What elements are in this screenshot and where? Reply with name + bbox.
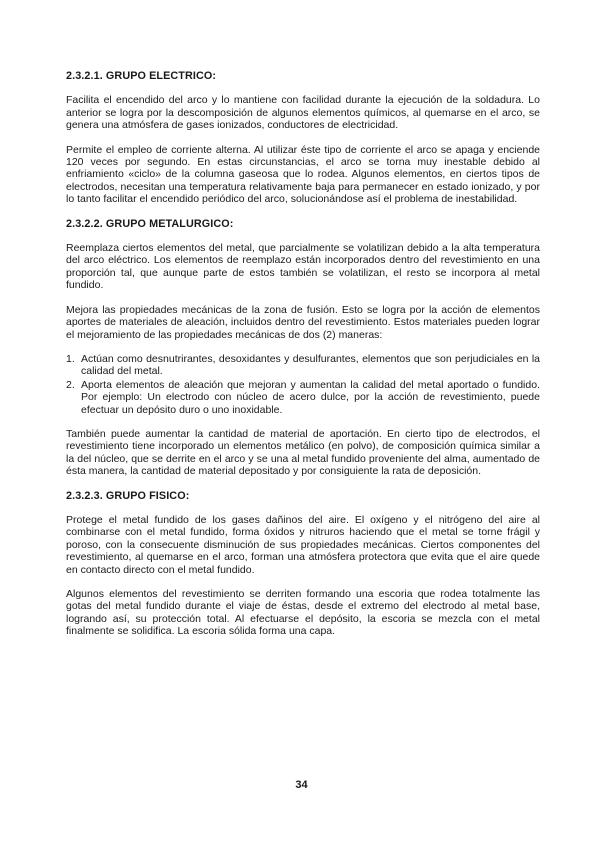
paragraph: Facilita el encendido del arco y lo mantiene con facilidad durante la ejecución de la soldadura. Lo anterior se logra por la descomposición de algunos elementos químicos, al quemarse en el arco, se genera una atmósfera de gases ionizados, conductores de electricidad.	[66, 94, 540, 132]
numbered-list	[66, 353, 540, 416]
list-item-number: 2.	[66, 378, 75, 391]
list-item-text: Aporta elementos de aleación que mejoran y aumentan la calidad del metal aportado o fundido. Por ejemplo: Un electrodo con núcleo de acero dulce, por la acción de revestimiento, puede efectuar un depósito duro o uno inoxidable.	[81, 378, 540, 416]
paragraph: También puede aumentar la cantidad de material de aportación. En cierto tipo de electrodos, el revestimiento tiene incorporado un elementos metálico (en polvo), de composición química similar a la del núcleo, que se derrite en el arco y se una al metal fundido proveniente del alma, aumentado de ésta manera, la cantidad de material depositado y por consiguiente la rata de deposición.	[66, 427, 540, 478]
paragraph: Algunos elementos del revestimiento se derriten formando una escoria que rodea totalmente las gotas del metal fundido durante el viaje de éstas, desde el extremo del electrodo al metal base, logrando así, su protección total. Al efectuarse el depósito, la escoria se mezcla con el metal finalmente se solidifica. La escoria sólida forma una capa.	[66, 588, 540, 638]
section-heading: 2.3.2.1. GRUPO ELECTRICO:	[66, 70, 217, 82]
paragraph: Permite el empleo de corriente alterna. Al utilizar éste tipo de corriente el arco se apaga y enciende 120 veces por segundo. En estas circunstancias, el arco se torna muy inestable debido al enfriamiento «ciclo» de la columna gaseosa que lo rodea. Algunos elementos, en ciertos tipos de electrodos, necesitan una temperatura relativamente baja para permanecer en estado ionizado, y por lo tanto facilitar el encendido periódico del arco, solucionándose así el problema de inestabilidad.	[66, 143, 540, 206]
list-item-number: 1.	[66, 352, 75, 365]
section-grupo-metalurgico	[66, 218, 540, 478]
section-grupo-fisico	[66, 490, 540, 638]
section-heading: 2.3.2.3. GRUPO FISICO:	[66, 489, 190, 502]
page-number: 34	[295, 779, 308, 791]
section-grupo-electrico	[66, 70, 540, 206]
section-heading: 2.3.2.2. GRUPO METALURGICO:	[66, 217, 234, 230]
page-content	[66, 70, 540, 650]
list-item-text: Actúan como desnutrirantes, desoxidantes y desulfurantes, elementos que son perjudiciales en la calidad del metal.	[81, 352, 540, 378]
paragraph: Protege el metal fundido de los gases dañinos del aire. El oxígeno y el nitrógeno del aire al combinarse con el metal fundido, forma óxidos y nitruros haciendo que el metal se torne frágil y poroso, con la consecuente disminución de sus propiedades mecánicas. Ciertos componentes del revestimiento, al quemarse en el arco, forman una atmósfera protectora que evita que el aire quede en contacto directo con el metal fundido.	[66, 513, 540, 576]
paragraph: Mejora las propiedades mecánicas de la zona de fusión. Esto se logra por la acción de elementos aportes de materiales de aleación, incluidos dentro del revestimiento. Estos materiales pueden lograr el mejoramiento de las propiedades mecánicas de dos (2) maneras:	[66, 303, 540, 341]
paragraph: Reemplaza ciertos elementos del metal, que parcialmente se volatilizan debido a la alta temperatura del arco eléctrico. Los elementos de reemplazo están incorporados dentro del revestimiento en una proporción tal, que aunque parte de estos también se volatilizan, el resto se incorpora al metal fundido.	[66, 242, 540, 292]
list-item	[66, 379, 540, 416]
list-item	[66, 353, 540, 378]
